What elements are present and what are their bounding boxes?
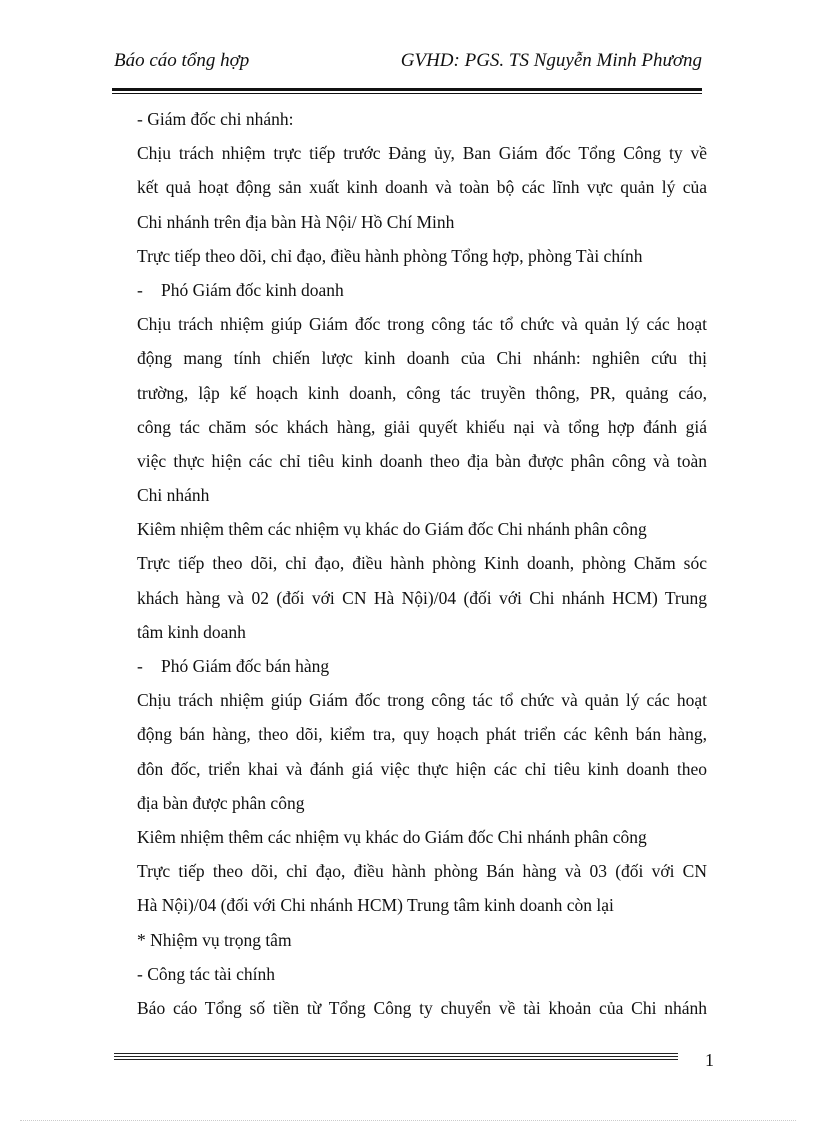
text-line <box>137 957 707 991</box>
line-text: việc thực hiện các chỉ tiêu kinh doanh theo địa bàn được phân công và toàn <box>137 450 707 471</box>
text-line <box>137 239 707 273</box>
page-edge <box>20 1120 796 1121</box>
header-title: Báo cáo tổng hợp <box>114 50 250 71</box>
text-line <box>137 683 707 717</box>
line-text: Trực tiếp theo dõi, chỉ đạo, điều hành phòng Bán hàng và 03 (đối với CN <box>137 861 707 882</box>
text-line <box>137 991 707 1025</box>
header-rule <box>112 88 702 91</box>
header-rule-thin <box>112 93 702 94</box>
footer-rule <box>114 1059 678 1060</box>
list-dash: - <box>137 279 143 300</box>
text-line <box>137 512 707 546</box>
text-line <box>137 546 707 580</box>
line-text: kết quả hoạt động sản xuất kinh doanh và toàn bộ các lĩnh vực quản lý của <box>137 177 707 198</box>
text-line <box>137 444 707 478</box>
line-text: Phó Giám đốc kinh doanh <box>161 279 344 300</box>
line-text: công tác chăm sóc khách hàng, giải quyết khiếu nại và tổng hợp đánh giá <box>137 416 707 437</box>
line-text: Phó Giám đốc bán hàng <box>161 656 330 676</box>
line-text: Chịu trách nhiệm giúp Giám đốc trong công tác tổ chức và quản lý các hoạt <box>137 690 707 711</box>
line-text: Chịu trách nhiệm trực tiếp trước Đảng ủy, Ban Giám đốc Tổng Công ty về <box>137 143 707 164</box>
line-text: đôn đốc, triển khai và đánh giá việc thực hiện các chỉ tiêu kinh doanh theo <box>137 758 707 779</box>
text-line <box>137 410 707 444</box>
line-text: * Nhiệm vụ trọng tâm <box>137 929 292 950</box>
line-text: Chi nhánh trên địa bàn Hà Nội/ Hồ Chí Minh <box>137 211 455 232</box>
text-line <box>137 376 707 410</box>
list-dash: - <box>137 656 143 676</box>
page-number: 1 <box>705 1050 714 1070</box>
line-text: động bán hàng, theo dõi, kiểm tra, quy hoạch phát triển các kênh bán hàng, <box>137 724 707 745</box>
footer-rule <box>114 1053 678 1054</box>
text-line <box>137 581 707 615</box>
text-line <box>137 307 707 341</box>
header-supervisor: GVHD: PGS. TS Nguyễn Minh Phương <box>400 50 702 71</box>
text-line <box>137 102 707 136</box>
line-text: trường, lập kế hoạch kinh doanh, công tác truyền thông, PR, quảng cáo, <box>137 382 707 403</box>
line-text: Hà Nội)/04 (đối với Chi nhánh HCM) Trung tâm kinh doanh còn lại <box>137 895 614 916</box>
text-line <box>137 273 707 307</box>
text-line <box>137 888 707 922</box>
line-text: Chi nhánh <box>137 485 210 506</box>
text-line <box>137 478 707 512</box>
text-line <box>137 615 707 649</box>
line-text: tâm kinh doanh <box>137 621 246 642</box>
text-line <box>137 649 707 683</box>
line-text: Kiêm nhiệm thêm các nhiệm vụ khác do Giám đốc Chi nhánh phân công <box>137 519 647 540</box>
line-text: Báo cáo Tổng số tiền từ Tổng Công ty chuyển về tài khoản của Chi nhánh <box>137 997 707 1018</box>
footer-rule <box>114 1056 678 1057</box>
text-line <box>137 752 707 786</box>
text-line <box>137 136 707 170</box>
line-text: địa bàn được phân công <box>137 792 305 813</box>
line-text: động mang tính chiến lược kinh doanh của Chi nhánh: nghiên cứu thị <box>137 348 707 369</box>
text-line <box>137 170 707 204</box>
line-text: Chịu trách nhiệm giúp Giám đốc trong công tác tổ chức và quản lý các hoạt <box>137 314 707 335</box>
text-line <box>137 820 707 854</box>
line-text: khách hàng và 02 (đối với CN Hà Nội)/04 (đối với Chi nhánh HCM) Trung <box>137 587 707 608</box>
page-header <box>114 50 702 84</box>
text-line <box>137 923 707 957</box>
text-line <box>137 341 707 375</box>
line-text: Trực tiếp theo dõi, chỉ đạo, điều hành phòng Kinh doanh, phòng Chăm sóc <box>137 553 707 574</box>
text-line <box>137 786 707 820</box>
line-text: - Giám đốc chi nhánh: <box>137 109 294 129</box>
text-line <box>137 717 707 751</box>
line-text: Kiêm nhiệm thêm các nhiệm vụ khác do Giám đốc Chi nhánh phân công <box>137 826 647 847</box>
text-line <box>137 205 707 239</box>
text-line <box>137 854 707 888</box>
line-text: - Công tác tài chính <box>137 963 276 984</box>
document-body <box>137 102 707 1025</box>
line-text: Trực tiếp theo dõi, chỉ đạo, điều hành phòng Tổng hợp, phòng Tài chính <box>137 245 643 266</box>
